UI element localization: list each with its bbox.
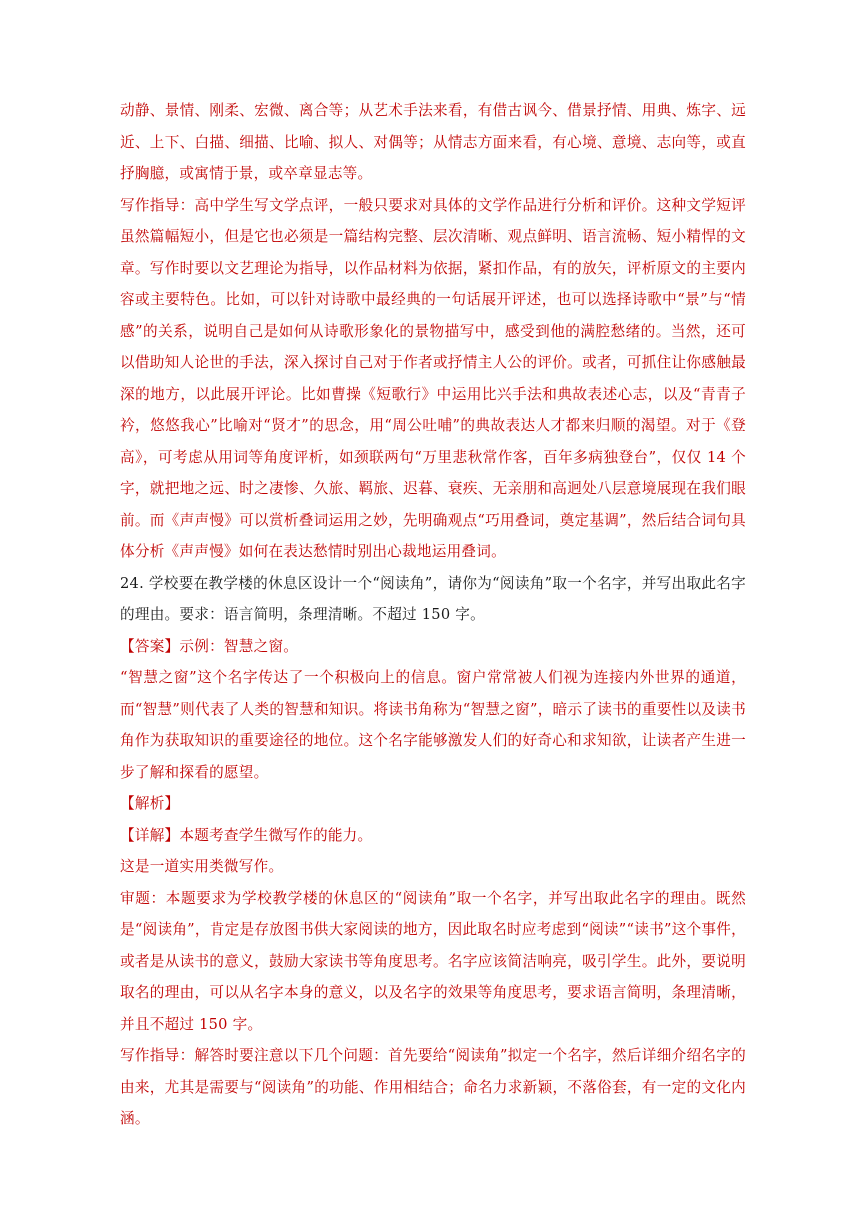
detail-heading: 【详解】本题考查学生微写作的能力。 [120,826,373,844]
answer-explanation: “智慧之窗”这个名字传达了一个积极向上的信息。窗户常常被人们视为连接内外世界的通道，而“智慧”则代表了人类的智慧和知识。将读书角称为“智慧之窗”，暗示了读书的重要性以及读书角作为获取知识的重要途径的地位。这个名字能够激发人们的好奇心和求知欲，让读者产生进一步了解和探看的愿望。 [120,669,746,781]
task-review-paragraph: 审题：本题要求为学校教学楼的休息区的“阅读角”取一个名字，并写出取此名字的理由。既然是“阅读角”，肯定是存放图书供大家阅读的地方，因此取名时应考虑到“阅读”“读书”这个事件，或者是从读书的意义，鼓励大家读书等角度思考。名字应该简洁响亮，吸引学生。此外，要说明取名的理由，可以从名字本身的意义，以及名字的效果等角度思考，要求语言简明，条理清晰，并且不超过 150 字。 [120,889,746,1033]
question-type-note: 这是一道实用类微写作。 [120,858,284,875]
analysis-paragraph-continued: 动静、景情、刚柔、宏微、离合等；从艺术手法来看，有借古讽今、借景抒情、用典、炼字、远近、上下、白描、细描、比喻、拟人、对偶等；从情志方面来看，有心境、意境、志向等，或直抒胸臆，或寓情于景，或卒章显志等。 [120,102,746,182]
writing-guidance-paragraph: 写作指导：高中学生写文学点评，一般只要求对具体的文学作品进行分析和评价。这种文学短评虽然篇幅短小，但是它也必须是一篇结构完整、层次清晰、观点鲜明、语言流畅、短小精悍的文章。写作时要以文艺理论为指导，以作品材料为依据，紧扣作品，有的放矢，评析原文的主要内容或主要特色。比如，可以针对诗歌中最经典的一句话展开评述，也可以选择诗歌中“景”与“情感”的关系，说明自己是如何从诗歌形象化的景物描写中，感受到他的满腔愁绪的。当然，还可以借助知人论世的手法，深入探讨自己对于作者或抒情主人公的评价。或者，可抓住让你感触最深的地方，以此展开评论。比如曹操《短歌行》中运用比兴手法和典故表述心志，以及“青青子衿，悠悠我心”比喻对“贤才”的思念，用“周公吐哺”的典故表达人才都来归顺的渴望。对于《登高》，可考虑从用词等角度评析，如颈联两句“万里悲秋常作客，百年多病独登台”，仅仅 14 个字，就把地之远、时之凄惨、久旅、羁旅、迟暮、衰疾、无亲朋和高迥处八层意境展现在我们眼前。而《声声慢》可以赏析叠词运用之妙，先明确观点“巧用叠词，奠定基调”，然后结合词句具体分析《声声慢》如何在表达愁情时别出心裁地运用叠词。 [120,196,746,560]
analysis-heading: 【解析】 [120,795,180,812]
answer-heading: 【答案】示例：智慧之窗。 [120,637,299,655]
document-page [120,95,746,1135]
writing-guidance-final: 写作指导：解答时要注意以下几个问题：首先要给“阅读角”拟定一个名字，然后详细介绍名字的由来，尤其是需要与“阅读角”的功能、作用相结合；命名力求新颖，不落俗套，有一定的文化内涵。 [120,1047,746,1127]
question-24: 24. 学校要在教学楼的休息区设计一个“阅读角”，请你为“阅读角”取一个名字，并写出取此名字的理由。要求：语言简明，条理清晰。不超过 150 字。 [120,574,746,623]
